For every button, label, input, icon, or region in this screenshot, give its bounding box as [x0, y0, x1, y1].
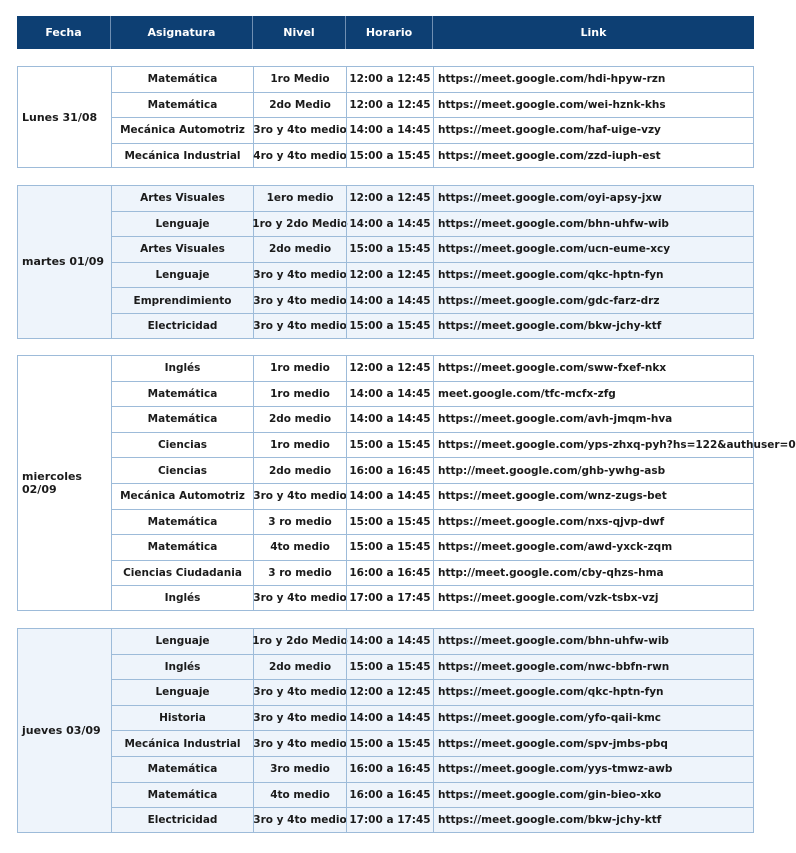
horario-cell: 14:00 a 14:45	[346, 406, 433, 432]
horario-cell: 14:00 a 14:45	[346, 211, 433, 237]
nivel-cell: 2do medio	[253, 457, 346, 483]
nivel-cell: 3ro y 4to medio	[253, 287, 346, 313]
table-row	[111, 782, 754, 808]
asignatura-cell: Lenguaje	[111, 628, 253, 654]
horario-cell: 15:00 a 15:45	[346, 654, 433, 680]
day-block	[17, 185, 754, 339]
asignatura-cell: Matemática	[111, 92, 253, 118]
table-row	[111, 287, 754, 313]
asignatura-cell: Mecánica Automotriz	[111, 117, 253, 143]
nivel-cell: 4to medio	[253, 782, 346, 808]
nivel-cell: 3ro y 4to medio	[253, 730, 346, 756]
meet-link[interactable]: https://meet.google.com/sww-fxef-nkx	[433, 355, 754, 381]
meet-link[interactable]: https://meet.google.com/wei-hznk-khs	[433, 92, 754, 118]
meet-link[interactable]: https://meet.google.com/zzd-iuph-est	[433, 143, 754, 169]
nivel-cell: 3ro y 4to medio	[253, 585, 346, 611]
asignatura-cell: Ciencias	[111, 457, 253, 483]
day-label: Lunes 31/08	[17, 66, 111, 168]
nivel-cell: 3ro y 4to medio	[253, 807, 346, 833]
day-block	[17, 355, 796, 611]
asignatura-cell: Electricidad	[111, 807, 253, 833]
nivel-cell: 1ro y 2do Medio	[253, 628, 346, 654]
horario-cell: 16:00 a 16:45	[346, 457, 433, 483]
nivel-cell: 3ro y 4to medio	[253, 679, 346, 705]
day-label: jueves 03/09	[17, 628, 111, 833]
horario-cell: 12:00 a 12:45	[346, 355, 433, 381]
asignatura-cell: Matemática	[111, 756, 253, 782]
nivel-cell: 3 ro medio	[253, 560, 346, 586]
nivel-cell: 3ro medio	[253, 756, 346, 782]
horario-cell: 12:00 a 12:45	[346, 185, 433, 211]
meet-link[interactable]: https://meet.google.com/qkc-hptn-fyn	[433, 262, 754, 288]
asignatura-cell: Ciencias Ciudadania	[111, 560, 253, 586]
horario-cell: 14:00 a 14:45	[346, 287, 433, 313]
meet-link[interactable]: https://meet.google.com/awd-yxck-zqm	[433, 534, 754, 560]
meet-link[interactable]: http://meet.google.com/ghb-ywhg-asb	[433, 457, 754, 483]
table-row	[111, 185, 754, 211]
meet-link[interactable]: https://meet.google.com/yfo-qaii-kmc	[433, 705, 754, 731]
table-row	[111, 807, 754, 833]
meet-link[interactable]: https://meet.google.com/bkw-jchy-ktf	[433, 807, 754, 833]
horario-cell: 14:00 a 14:45	[346, 628, 433, 654]
nivel-cell: 3ro y 4to medio	[253, 705, 346, 731]
meet-link[interactable]: https://meet.google.com/yps-zhxq-pyh?hs=122&authuser=0	[433, 432, 754, 458]
horario-cell: 14:00 a 14:45	[346, 117, 433, 143]
nivel-cell: 1ro Medio	[253, 66, 346, 92]
nivel-cell: 3ro y 4to medio	[253, 313, 346, 339]
table-row	[111, 66, 754, 92]
table-row	[111, 756, 754, 782]
horario-cell: 12:00 a 12:45	[346, 92, 433, 118]
horario-cell: 15:00 a 15:45	[346, 143, 433, 169]
horario-cell: 14:00 a 14:45	[346, 381, 433, 407]
meet-link[interactable]: https://meet.google.com/bhn-uhfw-wib	[433, 628, 754, 654]
asignatura-cell: Mecánica Automotriz	[111, 483, 253, 509]
asignatura-cell: Inglés	[111, 585, 253, 611]
day-label: martes 01/09	[17, 185, 111, 339]
table-row	[111, 432, 796, 458]
asignatura-cell: Matemática	[111, 66, 253, 92]
horario-cell: 15:00 a 15:45	[346, 509, 433, 535]
nivel-cell: 2do medio	[253, 236, 346, 262]
table-row	[111, 705, 754, 731]
asignatura-cell: Matemática	[111, 381, 253, 407]
meet-link[interactable]: https://meet.google.com/nwc-bbfn-rwn	[433, 654, 754, 680]
meet-link[interactable]: https://meet.google.com/spv-jmbs-pbq	[433, 730, 754, 756]
nivel-cell: 3ro y 4to medio	[253, 262, 346, 288]
header-horario: Horario	[346, 16, 433, 49]
header-fecha: Fecha	[17, 16, 111, 49]
meet-link[interactable]: https://meet.google.com/avh-jmqm-hva	[433, 406, 754, 432]
day-block	[17, 66, 754, 168]
asignatura-cell: Ciencias	[111, 432, 253, 458]
table-row	[111, 457, 754, 483]
meet-link[interactable]: https://meet.google.com/bhn-uhfw-wib	[433, 211, 754, 237]
table-header	[17, 16, 754, 49]
day-label: miercoles 02/09	[17, 355, 111, 611]
horario-cell: 16:00 a 16:45	[346, 560, 433, 586]
nivel-cell: 1ro medio	[253, 381, 346, 407]
table-row	[111, 381, 754, 407]
meet-link[interactable]: https://meet.google.com/oyi-apsy-jxw	[433, 185, 754, 211]
header-asignatura: Asignatura	[111, 16, 253, 49]
table-row	[111, 628, 754, 654]
table-row	[111, 483, 754, 509]
horario-cell: 15:00 a 15:45	[346, 236, 433, 262]
asignatura-cell: Lenguaje	[111, 679, 253, 705]
horario-cell: 12:00 a 12:45	[346, 66, 433, 92]
asignatura-cell: Lenguaje	[111, 211, 253, 237]
horario-cell: 12:00 a 12:45	[346, 679, 433, 705]
meet-link[interactable]: https://meet.google.com/gdc-farz-drz	[433, 287, 754, 313]
table-row	[111, 679, 754, 705]
asignatura-cell: Artes Visuales	[111, 236, 253, 262]
table-row	[111, 654, 754, 680]
table-row	[111, 585, 754, 611]
table-row	[111, 117, 754, 143]
table-row	[111, 262, 754, 288]
asignatura-cell: Mecánica Industrial	[111, 730, 253, 756]
nivel-cell: 1ro medio	[253, 432, 346, 458]
asignatura-cell: Inglés	[111, 355, 253, 381]
header-link: Link	[580, 26, 607, 39]
horario-cell: 14:00 a 14:45	[346, 705, 433, 731]
meet-link[interactable]: https://meet.google.com/hdi-hpyw-rzn	[433, 66, 754, 92]
nivel-cell: 2do medio	[253, 406, 346, 432]
table-row	[111, 92, 754, 118]
table-row	[111, 355, 754, 381]
meet-link[interactable]: https://meet.google.com/nxs-qjvp-dwf	[433, 509, 754, 535]
table-row	[111, 313, 754, 339]
nivel-cell: 2do Medio	[253, 92, 346, 118]
nivel-cell: 4to medio	[253, 534, 346, 560]
asignatura-cell: Emprendimiento	[111, 287, 253, 313]
asignatura-cell: Electricidad	[111, 313, 253, 339]
table-row	[111, 560, 754, 586]
meet-link[interactable]: https://meet.google.com/yys-tmwz-awb	[433, 756, 754, 782]
meet-link[interactable]: https://meet.google.com/vzk-tsbx-vzj	[433, 585, 754, 611]
asignatura-cell: Lenguaje	[111, 262, 253, 288]
table-row	[111, 211, 754, 237]
horario-cell: 15:00 a 15:45	[346, 534, 433, 560]
horario-cell: 12:00 a 12:45	[346, 262, 433, 288]
meet-link[interactable]: https://meet.google.com/gin-bieo-xko	[433, 782, 754, 808]
horario-cell: 16:00 a 16:45	[346, 782, 433, 808]
horario-cell: 17:00 a 17:45	[346, 585, 433, 611]
table-row	[111, 236, 754, 262]
asignatura-cell: Mecánica Industrial	[111, 143, 253, 169]
nivel-cell: 2do medio	[253, 654, 346, 680]
table-row	[111, 730, 754, 756]
asignatura-cell: Historia	[111, 705, 253, 731]
horario-cell: 15:00 a 15:45	[346, 313, 433, 339]
horario-cell: 15:00 a 15:45	[346, 432, 433, 458]
horario-cell: 17:00 a 17:45	[346, 807, 433, 833]
horario-cell: 15:00 a 15:45	[346, 730, 433, 756]
nivel-cell: 1ero medio	[253, 185, 346, 211]
horario-cell: 16:00 a 16:45	[346, 756, 433, 782]
table-row	[111, 143, 754, 169]
nivel-cell: 3ro y 4to medio	[253, 483, 346, 509]
horario-cell: 14:00 a 14:45	[346, 483, 433, 509]
day-block	[17, 628, 754, 833]
nivel-cell: 1ro y 2do Medio	[253, 211, 346, 237]
nivel-cell: 1ro medio	[253, 355, 346, 381]
nivel-cell: 4ro y 4to medio	[253, 143, 346, 169]
meet-link[interactable]: https://meet.google.com/wnz-zugs-bet	[433, 483, 754, 509]
header-nivel: Nivel	[253, 16, 346, 49]
asignatura-cell: Matemática	[111, 509, 253, 535]
meet-link[interactable]: https://meet.google.com/qkc-hptn-fyn	[433, 679, 754, 705]
meet-link[interactable]: http://meet.google.com/cby-qhzs-hma	[433, 560, 754, 586]
meet-link[interactable]: https://meet.google.com/bkw-jchy-ktf	[433, 313, 754, 339]
asignatura-cell: Artes Visuales	[111, 185, 253, 211]
meet-link[interactable]: https://meet.google.com/ucn-eume-xcy	[433, 236, 754, 262]
asignatura-cell: Matemática	[111, 406, 253, 432]
meet-link[interactable]: https://meet.google.com/haf-uige-vzy	[433, 117, 754, 143]
asignatura-cell: Matemática	[111, 782, 253, 808]
meet-link[interactable]: meet.google.com/tfc-mcfx-zfg	[433, 381, 754, 407]
nivel-cell: 3ro y 4to medio	[253, 117, 346, 143]
nivel-cell: 3 ro medio	[253, 509, 346, 535]
table-row	[111, 406, 754, 432]
table-row	[111, 509, 754, 535]
table-row	[111, 534, 754, 560]
asignatura-cell: Matemática	[111, 534, 253, 560]
asignatura-cell: Inglés	[111, 654, 253, 680]
